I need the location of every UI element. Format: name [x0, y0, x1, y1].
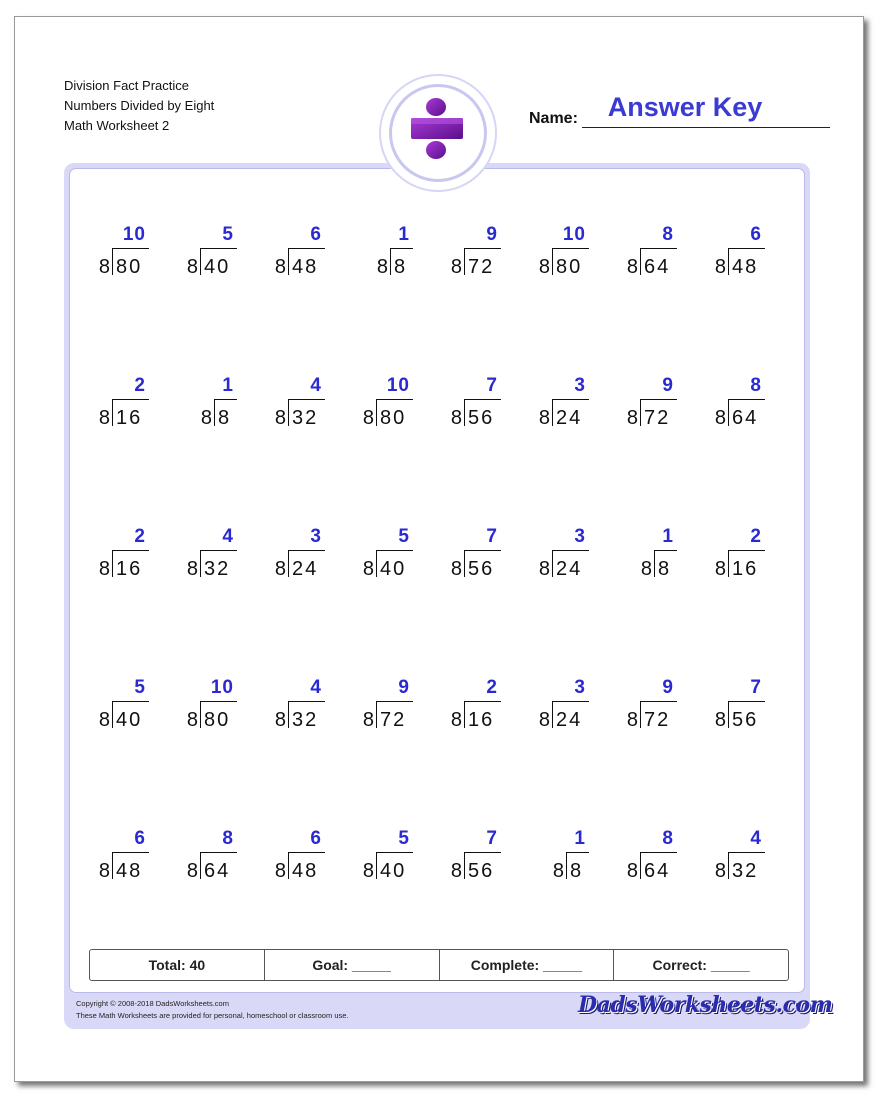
divisor: 8: [362, 558, 374, 580]
dividend: 72: [644, 709, 671, 731]
quotient-answer: 3: [310, 526, 322, 547]
divisor: 8: [98, 407, 110, 429]
division-problem: [86, 677, 166, 747]
dividend: 32: [204, 558, 231, 580]
quotient-answer: 4: [750, 828, 762, 849]
footer-notice: [76, 998, 349, 1022]
dividend: 32: [292, 407, 319, 429]
dividend: 64: [644, 256, 671, 278]
quotient-answer: 4: [310, 375, 322, 396]
divisor: 8: [450, 558, 462, 580]
dividend: 80: [556, 256, 583, 278]
divisor: 8: [98, 860, 110, 882]
division-problem: [702, 526, 782, 596]
dividend: 32: [732, 860, 759, 882]
division-problem: [702, 828, 782, 898]
quotient-answer: 8: [662, 828, 674, 849]
division-problem: [438, 224, 518, 294]
quotient-answer: 9: [662, 677, 674, 698]
division-problem: [262, 677, 342, 747]
header-subtitle: Numbers Divided by Eight: [64, 98, 215, 113]
quotient-answer: 7: [750, 677, 762, 698]
divisor: 8: [626, 860, 638, 882]
answer-key-title: Answer Key: [607, 92, 763, 122]
divisor: 8: [186, 256, 198, 278]
division-problem: [526, 828, 606, 898]
divisor: 8: [362, 860, 374, 882]
divisor: 8: [626, 256, 638, 278]
divisor: 8: [450, 709, 462, 731]
divisor: 8: [714, 256, 726, 278]
dividend: 24: [556, 407, 583, 429]
dividend: 48: [732, 256, 759, 278]
dividend: 24: [556, 709, 583, 731]
dividend: 48: [292, 256, 319, 278]
divisor: 8: [274, 709, 286, 731]
division-problem: [438, 677, 518, 747]
dividend: 72: [644, 407, 671, 429]
divisor: 8: [714, 558, 726, 580]
dividend: 40: [380, 558, 407, 580]
dividend: 64: [732, 407, 759, 429]
division-problem: [262, 224, 342, 294]
dividend: 64: [204, 860, 231, 882]
division-problem: [174, 828, 254, 898]
goal-cell: Goal: _____: [265, 950, 440, 980]
copyright-text: Copyright © 2008-2018 DadsWorksheets.com: [76, 999, 229, 1008]
division-problem: [350, 828, 430, 898]
division-problem: [262, 375, 342, 445]
brand-logo: DadsWorksheets.com: [578, 992, 833, 1018]
dividend: 24: [556, 558, 583, 580]
score-summary: [89, 949, 789, 981]
dividend: 32: [292, 709, 319, 731]
complete-cell: Complete: _____: [440, 950, 615, 980]
division-problem: [350, 375, 430, 445]
quotient-answer: 5: [398, 828, 410, 849]
division-problem: [614, 224, 694, 294]
dividend: 16: [468, 709, 495, 731]
divisor: 8: [450, 860, 462, 882]
quotient-answer: 2: [750, 526, 762, 547]
quotient-answer: 7: [486, 375, 498, 396]
divisor: 8: [714, 407, 726, 429]
quotient-answer: 2: [134, 375, 146, 396]
dividend: 8: [658, 558, 672, 580]
quotient-answer: 6: [310, 828, 322, 849]
quotient-answer: 2: [486, 677, 498, 698]
division-sign-icon: [392, 87, 484, 179]
division-problem: [86, 375, 166, 445]
division-problem: [438, 526, 518, 596]
division-problem: [614, 375, 694, 445]
dividend: 80: [116, 256, 143, 278]
dividend: 40: [204, 256, 231, 278]
division-problem: [174, 677, 254, 747]
dividend: 56: [732, 709, 759, 731]
dividend: 80: [380, 407, 407, 429]
divisor: 8: [626, 709, 638, 731]
quotient-answer: 3: [574, 526, 586, 547]
dividend: 8: [570, 860, 584, 882]
quotient-answer: 9: [662, 375, 674, 396]
dividend: 56: [468, 558, 495, 580]
division-problem: [86, 526, 166, 596]
division-problem: [526, 677, 606, 747]
division-problem: [86, 224, 166, 294]
divisor: 8: [714, 860, 726, 882]
divisor: 8: [274, 860, 286, 882]
quotient-answer: 10: [562, 224, 586, 245]
quotient-answer: 2: [134, 526, 146, 547]
dividend: 16: [116, 407, 143, 429]
division-problem: [262, 526, 342, 596]
dividend: 56: [468, 407, 495, 429]
divisor: 8: [376, 256, 388, 278]
quotient-answer: 7: [486, 526, 498, 547]
divisor: 8: [98, 558, 110, 580]
division-problem: [350, 526, 430, 596]
divisor: 8: [538, 256, 550, 278]
quotient-answer: 1: [398, 224, 410, 245]
division-problem: [702, 224, 782, 294]
divisor: 8: [450, 407, 462, 429]
dividend: 48: [292, 860, 319, 882]
dividend: 16: [732, 558, 759, 580]
quotient-answer: 1: [574, 828, 586, 849]
division-problem: [614, 677, 694, 747]
name-line: [582, 127, 830, 128]
division-problem: [262, 828, 342, 898]
division-problem: [702, 677, 782, 747]
divisor: 8: [98, 709, 110, 731]
quotient-answer: 10: [122, 224, 146, 245]
division-problem: [526, 224, 606, 294]
quotient-answer: 4: [310, 677, 322, 698]
division-problem: [526, 526, 606, 596]
dividend: 8: [218, 407, 232, 429]
dividend: 40: [116, 709, 143, 731]
divisor: 8: [186, 709, 198, 731]
correct-cell: Correct: _____: [652, 957, 750, 973]
dividend: 64: [644, 860, 671, 882]
header-worksheet-number: Math Worksheet 2: [64, 118, 170, 133]
quotient-answer: 8: [750, 375, 762, 396]
divisor: 8: [274, 558, 286, 580]
quotient-answer: 5: [134, 677, 146, 698]
quotient-answer: 6: [310, 224, 322, 245]
division-problem: [174, 526, 254, 596]
dividend: 72: [468, 256, 495, 278]
dividend: 72: [380, 709, 407, 731]
quotient-answer: 8: [662, 224, 674, 245]
division-problem: [526, 375, 606, 445]
name-label: Name:: [529, 110, 578, 127]
divisor: 8: [186, 860, 198, 882]
divisor: 8: [538, 709, 550, 731]
dividend: 48: [116, 860, 143, 882]
division-problem: [174, 224, 254, 294]
dividend: 40: [380, 860, 407, 882]
divisor: 8: [552, 860, 564, 882]
quotient-answer: 1: [222, 375, 234, 396]
quotient-answer: 3: [574, 375, 586, 396]
quotient-answer: 5: [398, 526, 410, 547]
division-problem: [614, 828, 694, 898]
division-problem: [86, 828, 166, 898]
quotient-answer: 6: [750, 224, 762, 245]
divisor: 8: [362, 709, 374, 731]
quotient-answer: 6: [134, 828, 146, 849]
dividend: 56: [468, 860, 495, 882]
dividend: 16: [116, 558, 143, 580]
header-title: Division Fact Practice: [64, 78, 189, 93]
division-problem: [614, 526, 694, 596]
divisor: 8: [200, 407, 212, 429]
quotient-answer: 1: [662, 526, 674, 547]
division-problem: [350, 224, 430, 294]
total-cell: Total: 40: [90, 950, 265, 980]
divisor: 8: [186, 558, 198, 580]
division-problem: [702, 375, 782, 445]
logo-badge: [379, 74, 497, 192]
divisor: 8: [640, 558, 652, 580]
quotient-answer: 7: [486, 828, 498, 849]
quotient-answer: 4: [222, 526, 234, 547]
division-problem: [438, 828, 518, 898]
division-problem: [174, 375, 254, 445]
divisor: 8: [274, 256, 286, 278]
quotient-answer: 10: [386, 375, 410, 396]
dividend: 8: [394, 256, 408, 278]
dividend: 24: [292, 558, 319, 580]
usage-text: These Math Worksheets are provided for personal, homeschool or classroom use.: [76, 1011, 349, 1020]
divisor: 8: [626, 407, 638, 429]
divisor: 8: [98, 256, 110, 278]
quotient-answer: 9: [398, 677, 410, 698]
quotient-answer: 9: [486, 224, 498, 245]
division-problem: [438, 375, 518, 445]
worksheet-header: [64, 76, 214, 136]
quotient-answer: 3: [574, 677, 586, 698]
divisor: 8: [450, 256, 462, 278]
divisor: 8: [538, 558, 550, 580]
divisor: 8: [362, 407, 374, 429]
divisor: 8: [538, 407, 550, 429]
dividend: 80: [204, 709, 231, 731]
quotient-answer: 10: [210, 677, 234, 698]
quotient-answer: 8: [222, 828, 234, 849]
divisor: 8: [274, 407, 286, 429]
divisor: 8: [714, 709, 726, 731]
division-problem: [350, 677, 430, 747]
quotient-answer: 5: [222, 224, 234, 245]
